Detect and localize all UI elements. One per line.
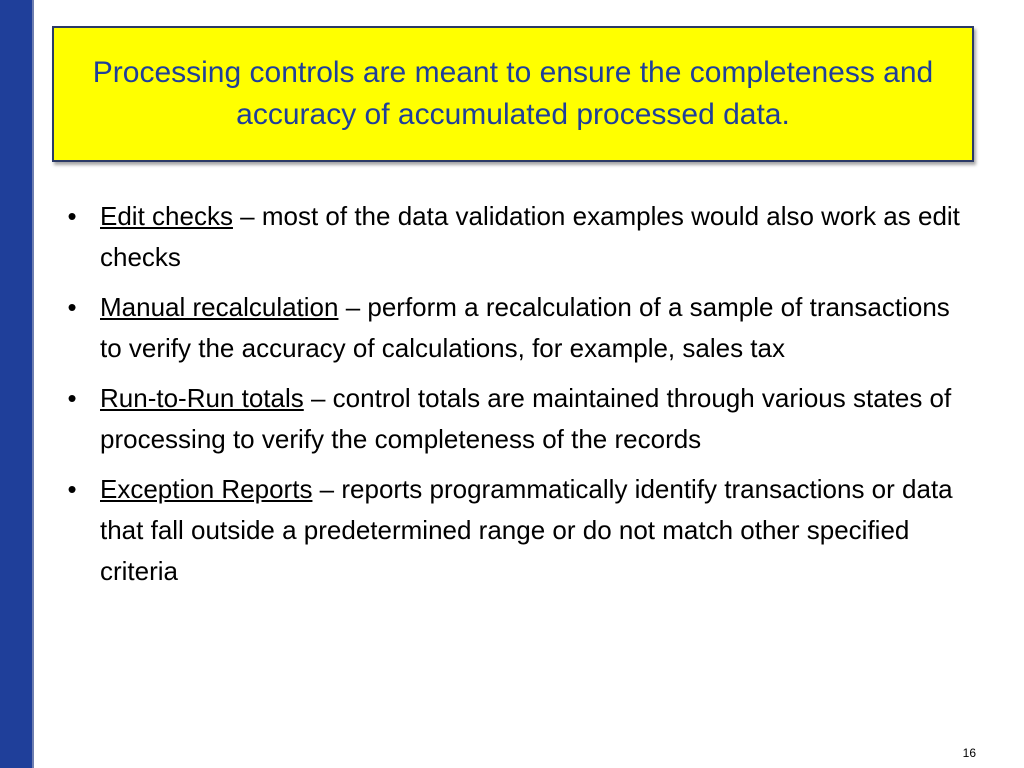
bullet-description: – reports programmatically identify transactions or data that fall outside a predetermined range or do not match other specified criteria [100,474,953,586]
bullet-term: Manual recalculation [100,292,339,322]
bullet-icon: • [67,474,77,504]
bullet-description: – most of the data validation examples would also work as edit checks [100,201,960,272]
page-number: 16 [962,746,976,760]
bullet-description: – perform a recalculation of a sample of transactions to verify the accuracy of calculations, for example, sales tax [100,292,950,363]
bullet-icon: • [67,201,77,231]
bullet-term: Edit checks [100,201,233,231]
bullet-term: Exception Reports [100,474,313,504]
slide-title: Processing controls are meant to ensure the completeness and accuracy of accumulated processed data. [92,56,934,131]
bullet-item-manual-recalculation [62,287,962,369]
bullet-list [62,196,962,601]
bullet-term: Run-to-Run totals [100,383,304,413]
title-box [52,26,974,162]
bullet-item-edit-checks [62,196,962,278]
left-accent-bar [0,0,34,768]
bullet-icon: • [67,383,77,413]
bullet-item-run-to-run-totals [62,378,962,460]
bullet-description: – control totals are maintained through various states of processing to verify the completeness of the records [100,383,952,454]
bullet-item-exception-reports [62,469,962,592]
bullet-icon: • [67,292,77,322]
